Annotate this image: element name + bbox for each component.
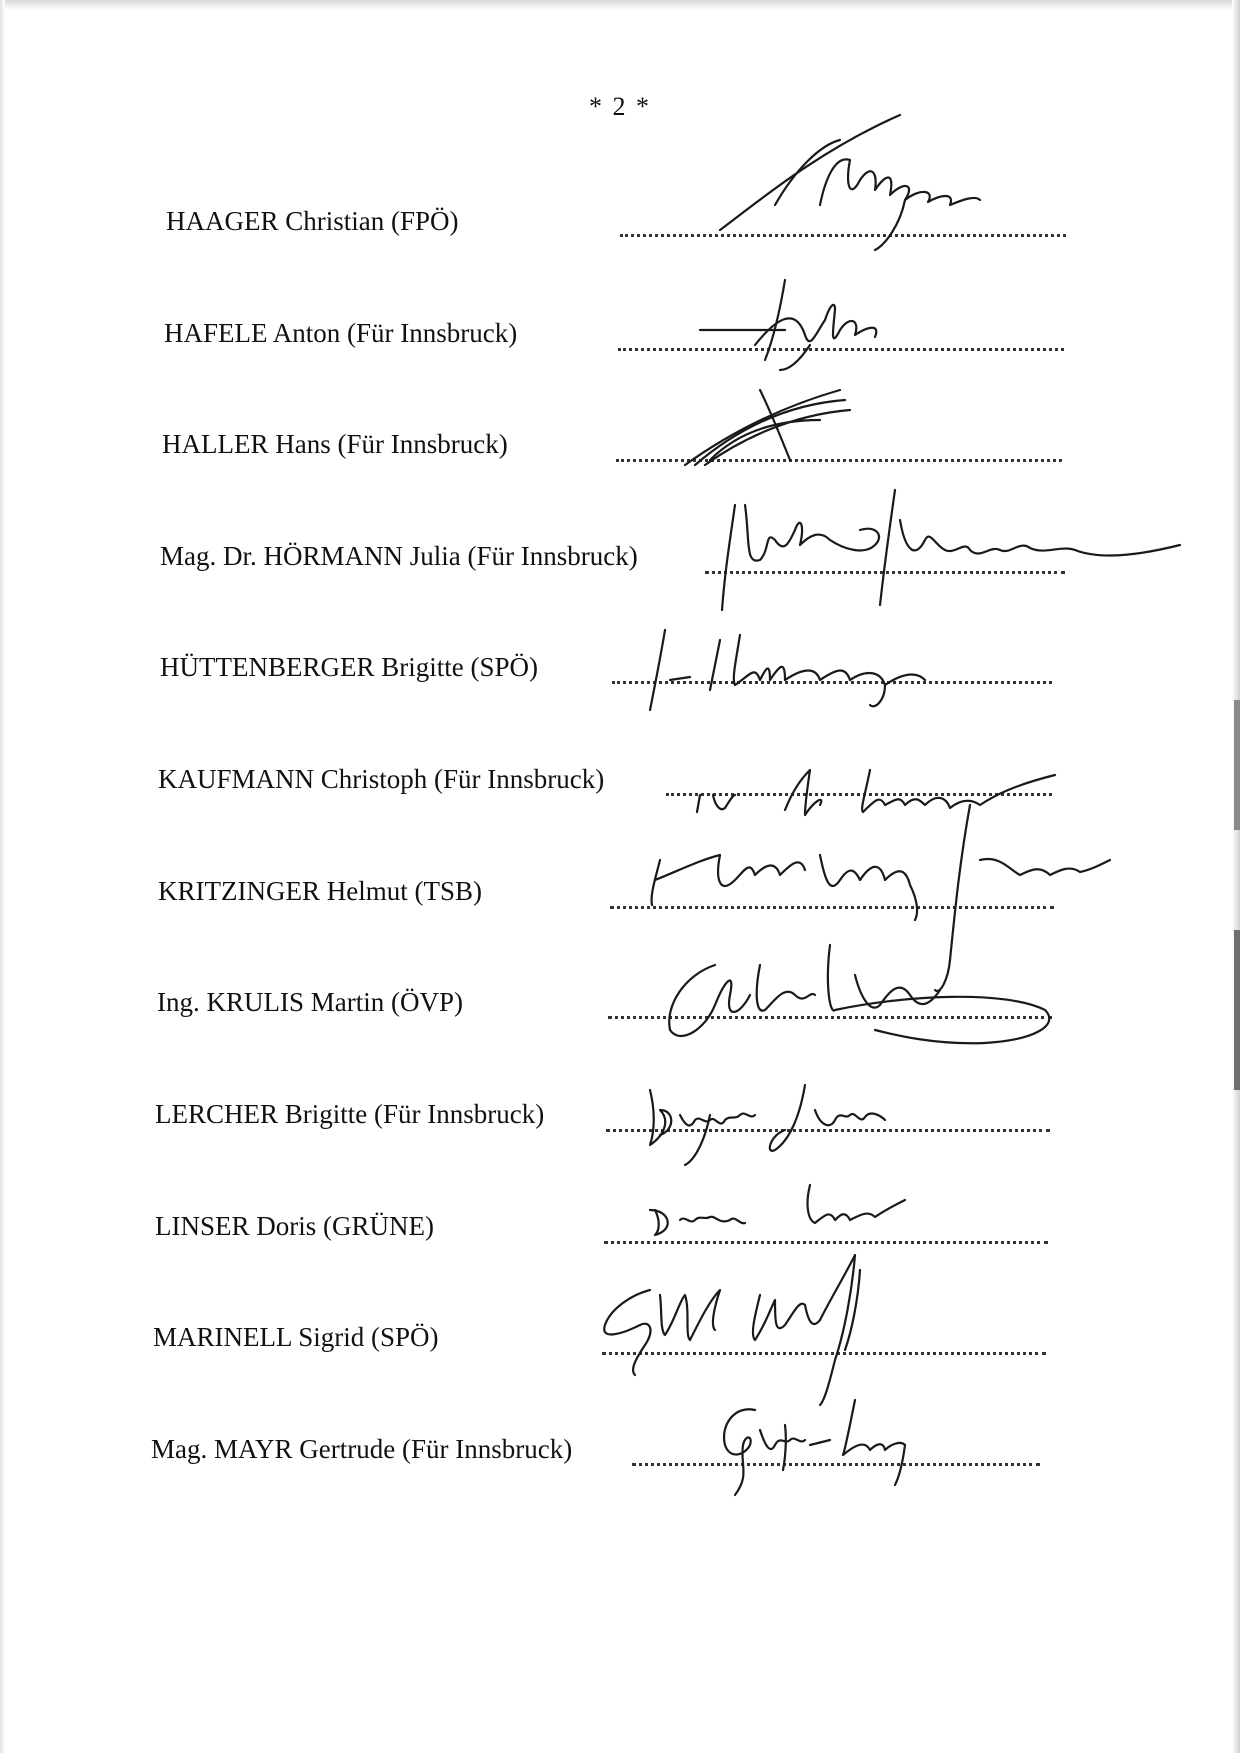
signatory-name: HALLER Hans (Für Innsbruck) [162,429,508,459]
signatory-name: Ing. KRULIS Martin (ÖVP) [157,987,463,1017]
signature-lercher [625,1075,925,1175]
signature-row [0,1195,1240,1255]
signatory-name: HÜTTENBERGER Brigitte (SPÖ) [160,652,538,682]
signatory-name: Mag. MAYR Gertrude (Für Innsbruck) [151,1434,573,1464]
signatory-name: KRITZINGER Helmut (TSB) [158,876,482,906]
signature-row [0,302,1240,362]
signature-row [0,413,1240,473]
signatory-name: LINSER Doris (GRÜNE) [155,1211,434,1241]
signature-krulis [655,935,1075,1065]
signature-row [0,636,1240,696]
signature-row [0,190,1240,250]
signature-row [0,1083,1240,1143]
page-number: * 2 * [589,92,651,121]
signatory-name: LERCHER Brigitte (Für Innsbruck) [155,1099,545,1129]
signature-linser [640,1175,930,1245]
signatory-name: HAFELE Anton (Für Innsbruck) [164,318,518,348]
signature-marinell [590,1250,930,1410]
signature-hafele [695,275,935,375]
signatory-name: MARINELL Sigrid (SPÖ) [153,1322,439,1352]
signatory-name: KAUFMANN Christoph (Für Innsbruck) [158,764,605,794]
signature-row [0,1418,1240,1478]
signature-mayr [705,1390,955,1500]
signature-haller [680,380,860,480]
signature-haager [700,110,1000,285]
signatory-name: Mag. Dr. HÖRMANN Julia (Für Innsbruck) [160,541,638,571]
signatory-name: HAAGER Christian (FPÖ) [166,206,459,236]
signature-hoermann [700,470,1200,620]
signature-huettenberger [640,625,970,715]
scan-edge-top [0,0,1240,10]
